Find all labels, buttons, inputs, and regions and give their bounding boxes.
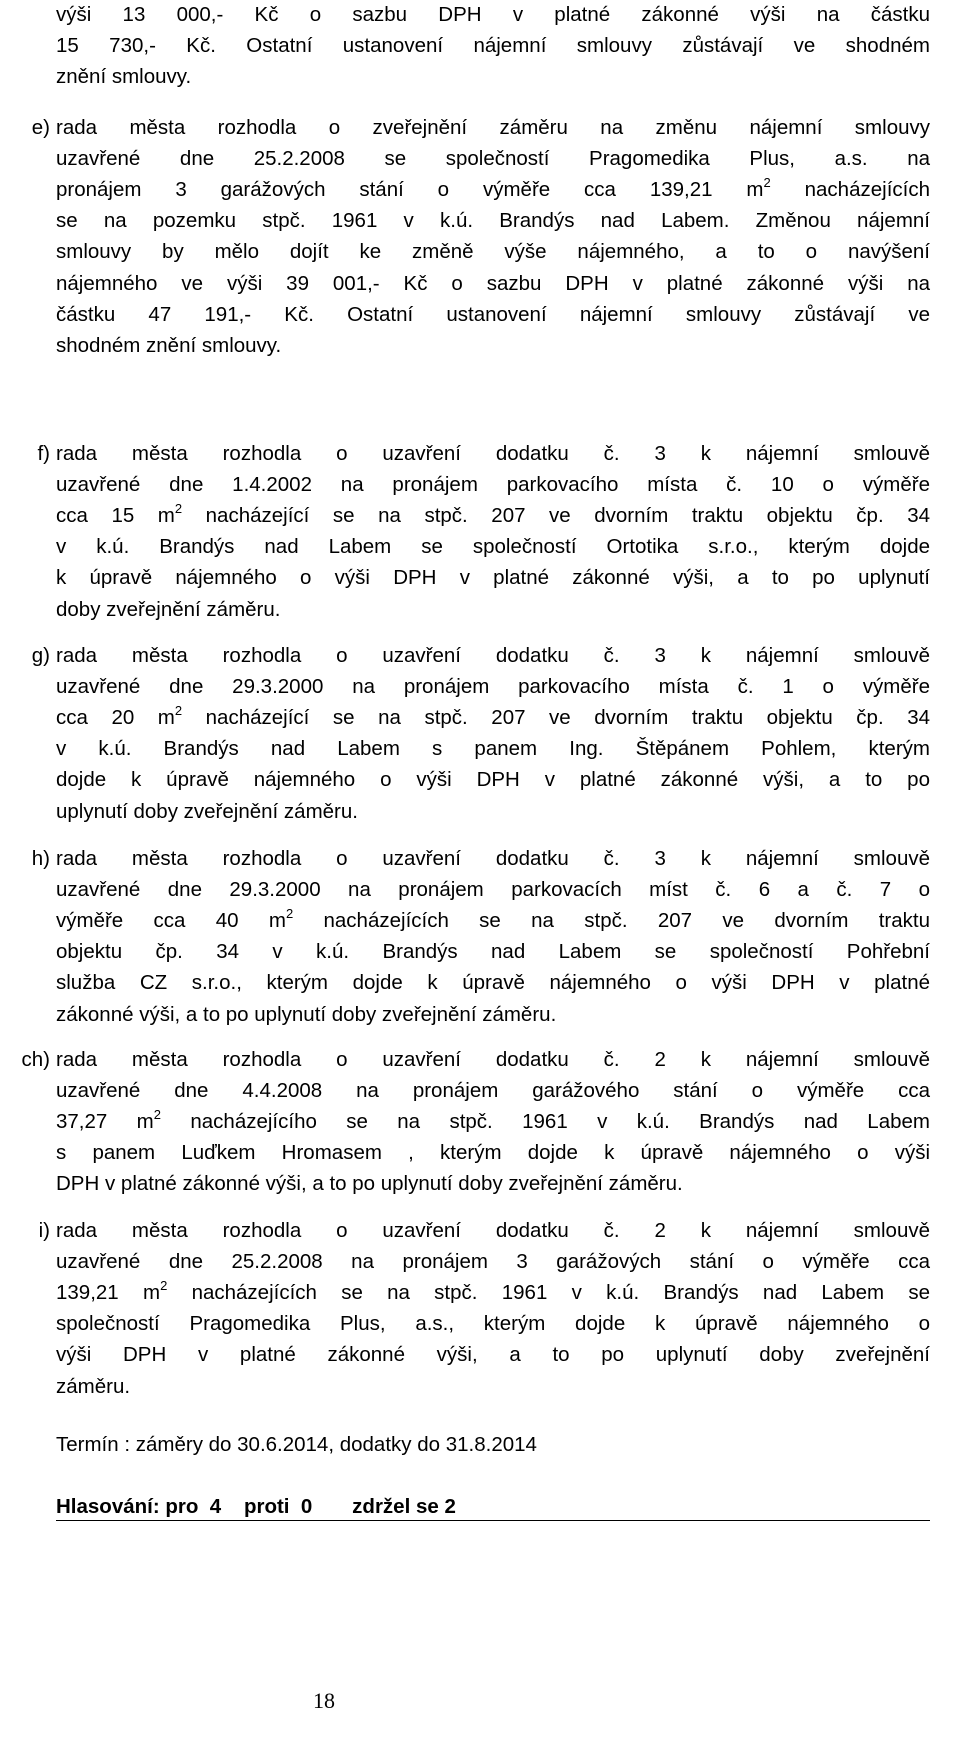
item-line: služba CZ s.r.o., kterým dojde k úpravě nájemného o výši DPH v platné xyxy=(56,971,930,994)
item-line: 139,21 $m^2$ nacházejících se na stpč. 1961 v k.ú. Brandýs nad Labem se xyxy=(56,1278,930,1304)
item-line: dojde k úpravě nájemného o výši DPH v platné zákonné výši, a to po xyxy=(56,768,930,791)
superscript: 2 xyxy=(285,906,294,922)
item-line: uplynutí doby zveřejnění záměru. xyxy=(56,800,358,823)
item-line: rada města rozhodla o uzavření dodatku č. 2 k nájemní smlouvě xyxy=(56,1048,930,1071)
item-line: k úpravě nájemného o výši DPH v platné zákonné výši, a to po uplynutí xyxy=(56,566,930,589)
item-line: pronájem 3 garážových stání o výměře cca 139,21 $m^2$ nacházejících xyxy=(56,175,930,201)
item-line: výměře cca 40 $m^2$ nacházejících se na stpč. 207 ve dvorním traktu xyxy=(56,906,931,932)
item-line: společností Pragomedika Plus, a.s., kterým dojde k úpravě nájemného o xyxy=(56,1312,930,1335)
item-line: doby zveřejnění záměru. xyxy=(56,598,281,621)
item-line: smlouvy by mělo dojít ke změně výše nájemného, a to o navýšení xyxy=(56,240,930,263)
superscript: 2 xyxy=(174,501,183,517)
item-line: rada města rozhodla o uzavření dodatku č. 3 k nájemní smlouvě xyxy=(56,644,930,667)
item-line: uzavřené dne 4.4.2008 na pronájem garážového stání o výměře cca xyxy=(56,1079,930,1102)
item-line: uzavřené dne 1.4.2002 na pronájem parkovacího místa č. 10 o výměře xyxy=(56,473,930,496)
item-label: e) xyxy=(31,116,50,139)
item-line: zákonné výši, a to po uplynutí doby zveřejnění záměru. xyxy=(56,1003,557,1026)
item-line: cca 15 $m^2$ nacházející se na stpč. 207 ve dvorním traktu objektu čp. 34 xyxy=(56,501,930,527)
item-line: cca 20 $m^2$ nacházející se na stpč. 207 ve dvorním traktu objektu čp. 34 xyxy=(56,703,930,729)
paragraph-line: výši 13 000,- Kč o sazbu DPH v platné zákonné výši na částku xyxy=(56,3,930,26)
voting-result: Hlasování: pro 4 proti 0 zdržel se 2 xyxy=(56,1495,456,1518)
item-line: záměru. xyxy=(56,1375,131,1398)
item-line: uzavřené dne 25.2.2008 se společností Pragomedika Plus, a.s. na xyxy=(56,147,930,170)
deadline-line: Termín : záměry do 30.6.2014, dodatky do 31.8.2014 xyxy=(56,1433,537,1456)
item-label: ch) xyxy=(21,1048,50,1071)
item-line: uzavřené dne 29.3.2000 na pronájem parkovacích míst č. 6 a č. 7 o xyxy=(56,878,930,901)
item-line: výši DPH v platné zákonné výši, a to po uplynutí doby zveřejnění xyxy=(56,1343,930,1366)
item-line: DPH v platné zákonné výši, a to po uplynutí doby zveřejnění záměru. xyxy=(56,1172,683,1195)
item-line: uzavřené dne 25.2.2008 na pronájem 3 garážových stání o výměře cca xyxy=(56,1250,930,1273)
item-label: h) xyxy=(31,847,50,870)
superscript: 2 xyxy=(174,703,183,719)
item-line: rada města rozhodla o zveřejnění záměru na změnu nájemní smlouvy xyxy=(56,116,930,139)
item-line: v k.ú. Brandýs nad Labem se společností Ortotika s.r.o., kterým dojde xyxy=(56,535,930,558)
item-label: g) xyxy=(31,644,50,667)
item-line: rada města rozhodla o uzavření dodatku č. 2 k nájemní smlouvě xyxy=(56,1219,930,1242)
item-line: se na pozemku stpč. 1961 v k.ú. Brandýs nad Labem. Změnou nájemní xyxy=(56,209,930,232)
item-line: částku 47 191,- Kč. Ostatní ustanovení nájemní smlouvy zůstávají ve xyxy=(56,303,930,326)
item-line: objektu čp. 34 v k.ú. Brandýs nad Labem se společností Pohřební xyxy=(56,940,930,963)
item-line: rada města rozhodla o uzavření dodatku č. 3 k nájemní smlouvě xyxy=(56,847,930,870)
item-line: s panem Luďkem Hromasem , kterým dojde k úpravě nájemného o výši xyxy=(56,1141,930,1164)
paragraph-line: znění smlouvy. xyxy=(56,65,192,88)
item-label: f) xyxy=(37,442,50,465)
superscript: 2 xyxy=(763,175,771,191)
item-label: i) xyxy=(38,1219,50,1242)
voting-underline xyxy=(56,1520,930,1521)
item-line: nájemného ve výši 39 001,- Kč o sazbu DPH v platné zákonné výši na xyxy=(56,272,930,295)
item-line: rada města rozhodla o uzavření dodatku č. 3 k nájemní smlouvě xyxy=(56,442,930,465)
superscript: 2 xyxy=(160,1278,168,1294)
item-line: v k.ú. Brandýs nad Labem s panem Ing. Štěpánem Pohlem, kterým xyxy=(56,737,930,760)
item-line: 37,27 $m^2$ nacházejícího se na stpč. 1961 v k.ú. Brandýs nad Labem xyxy=(56,1107,930,1133)
paragraph-line: 15 730,- Kč. Ostatní ustanovení nájemní smlouvy zůstávají ve shodném xyxy=(56,34,930,57)
page-number: 18 xyxy=(313,1688,335,1713)
superscript: 2 xyxy=(153,1107,161,1123)
item-line: uzavřené dne 29.3.2000 na pronájem parkovacího místa č. 1 o výměře xyxy=(56,675,930,698)
item-line: shodném znění smlouvy. xyxy=(56,334,282,357)
